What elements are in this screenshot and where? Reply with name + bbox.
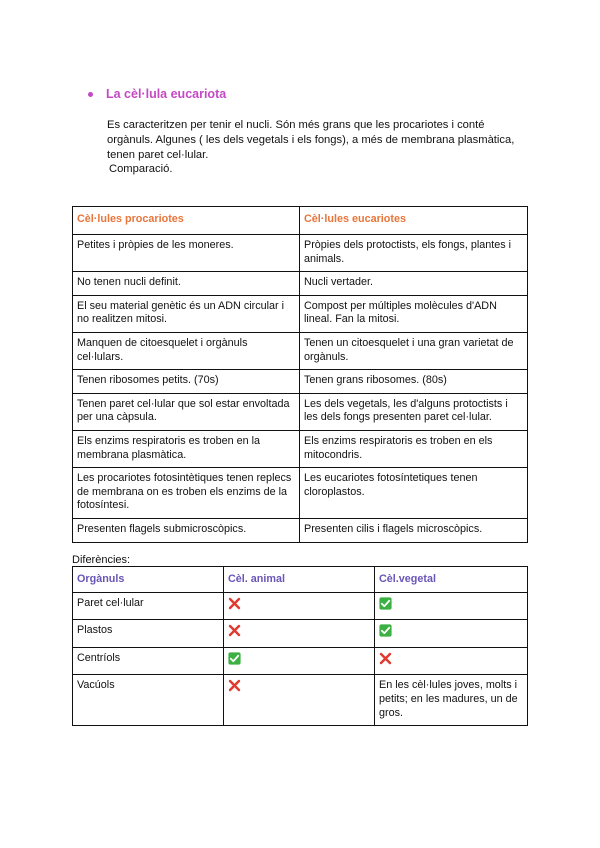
table-row [73, 272, 528, 296]
table-row [73, 518, 528, 542]
section-title: La cèl·lula eucariota [106, 87, 227, 101]
intro-line: Es caracteritzen per tenir el nucli. Són més grans que les procariotes i conté [107, 119, 485, 131]
header-prokaryotes: Cèl·lules procariotes [73, 207, 300, 235]
table-row [73, 430, 528, 467]
prokaryote-cell: Tenen ribosomes petits. (70s) [73, 370, 300, 394]
eukaryote-cell: Els enzims respiratoris es troben en els mitocondris. [300, 430, 528, 467]
prokaryote-cell: Els enzims respiratoris es troben en la membrana plasmàtica. [73, 430, 300, 467]
organelle-name: Paret cel·lular [73, 592, 224, 620]
table-row [73, 393, 528, 430]
table-row [73, 647, 528, 675]
table-row [73, 592, 528, 620]
header-plant-cell: Cèl.vegetal [375, 567, 528, 593]
eukaryote-cell: Presenten cilis i flagels microscòpics. [300, 518, 528, 542]
table-header-row [73, 567, 528, 593]
table-row [73, 295, 528, 332]
check-icon [379, 624, 392, 637]
table-row [73, 620, 528, 648]
eukaryote-cell: Tenen grans ribosomes. (80s) [300, 370, 528, 394]
animal-cell-value [224, 620, 375, 648]
animal-cell-value [224, 592, 375, 620]
animal-cell-value [224, 675, 375, 726]
cross-icon [379, 652, 392, 665]
organelle-name: Vacúols [73, 675, 224, 726]
header-animal-cell: Cèl. animal [224, 567, 375, 593]
table-row [73, 370, 528, 394]
cross-icon [228, 597, 241, 610]
eukaryote-cell: Compost per múltiples molècules d'ADN lineal. Fan la mitosi. [300, 295, 528, 332]
table-row [73, 468, 528, 519]
plant-cell-value [375, 647, 528, 675]
intro-line: orgànuls. Algunes ( les dels vegetals i els fongs), a més de membrana plasmàtica, [107, 133, 515, 146]
organelle-name: Centríols [73, 647, 224, 675]
eukaryote-cell: Nucli vertader. [300, 272, 528, 296]
differences-label: Diferències: [72, 554, 131, 566]
table-header-row [73, 207, 528, 235]
bullet-icon [88, 92, 93, 97]
animal-cell-value [224, 647, 375, 675]
prokaryote-cell: Les procariotes fotosintètiques tenen replecs de membrana on es troben els enzims de la fotosíntesi. [73, 468, 300, 519]
prokaryote-cell: El seu material genètic és un ADN circular i no realitzen mitosi. [73, 295, 300, 332]
eukaryote-cell: Tenen un citoesquelet i una gran varietat de orgànuls. [300, 332, 528, 369]
table-row [73, 235, 528, 272]
check-icon [228, 652, 241, 665]
prokaryote-cell: Presenten flagels submicroscòpics. [73, 518, 300, 542]
cross-icon [228, 624, 241, 637]
eukaryote-cell: Les dels vegetals, les d'alguns protoctists i les dels fongs presenten paret cel·lular. [300, 393, 528, 430]
plant-cell-value [375, 592, 528, 620]
comparison-label: Comparació. [109, 163, 173, 176]
prokaryote-cell: Manquen de citoesquelet i orgànuls cel·lulars. [73, 332, 300, 369]
eukaryote-cell: Pròpies dels protoctists, els fongs, plantes i animals. [300, 235, 528, 272]
intro-line: tenen paret cel·lular. [107, 148, 209, 161]
check-icon [379, 597, 392, 610]
plant-cell-value: En les cèl·lules joves, molts i petits; en les madures, un de gros. [375, 675, 528, 726]
table-row [73, 332, 528, 369]
header-organelles: Orgànuls [73, 567, 224, 593]
section-heading [88, 87, 226, 101]
header-eukaryotes: Cèl·lules eucariotes [300, 207, 528, 235]
cross-icon [228, 679, 241, 692]
table-row [73, 675, 528, 726]
plant-cell-value [375, 620, 528, 648]
prokaryote-cell: Tenen paret cel·lular que sol estar envoltada per una càpsula. [73, 393, 300, 430]
prokaryote-cell: No tenen nucli definit. [73, 272, 300, 296]
comparison-table [72, 206, 528, 543]
eukaryote-cell: Les eucariotes fotosíntetiques tenen cloroplastos. [300, 468, 528, 519]
organelle-name: Plastos [73, 620, 224, 648]
differences-table [72, 566, 528, 726]
prokaryote-cell: Petites i pròpies de les moneres. [73, 235, 300, 272]
intro-paragraph [107, 118, 527, 177]
